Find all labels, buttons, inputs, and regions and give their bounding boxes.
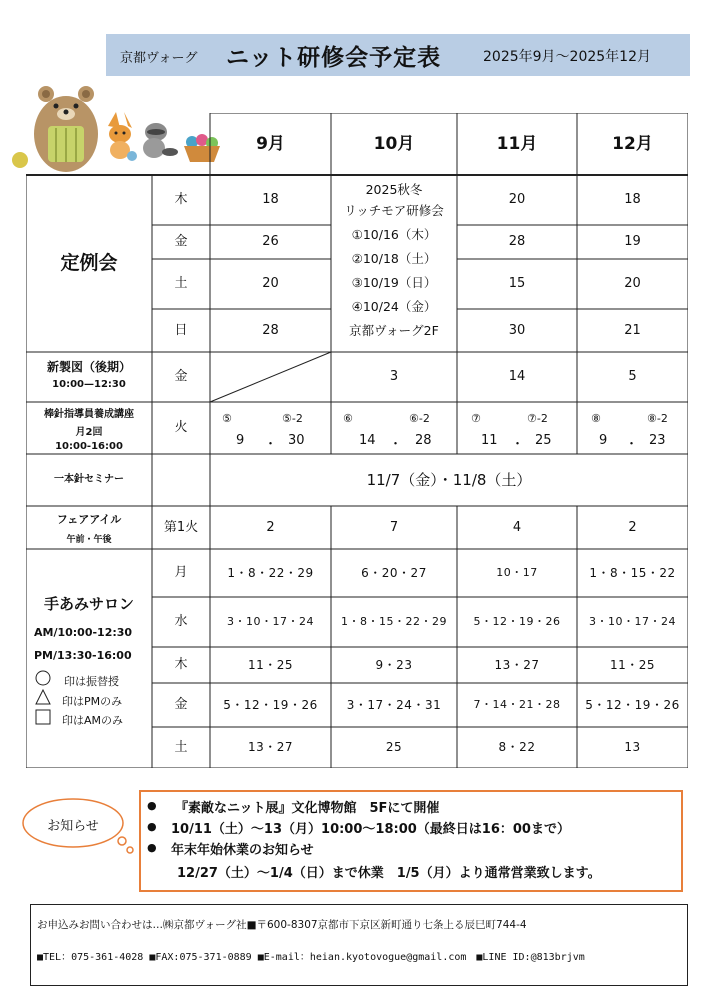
lesson-date: 11 — [481, 433, 498, 448]
lesson-date: 9 — [236, 433, 245, 448]
contact-line: お申込みお問い合わせは…㈱京都ヴォーグ社■〒600-8307京都市下京区新町通り七条上る辰巳町744-4 — [37, 919, 527, 931]
richmore-line: リッチモア研修会 — [344, 203, 444, 218]
shinseizu-dec: 5 — [628, 369, 637, 385]
contact-line: ■TEL：075-361-4028 ■FAX:075-371-0889 ■E-mail：heian.kyotovogue@gmail.com ■LINE ID:@813brjvm — [37, 952, 585, 963]
header-banner — [106, 34, 690, 76]
salon-cell: 3・10・17・24 — [589, 615, 676, 629]
teireikai-nov-thu: 20 — [508, 192, 526, 208]
fairisle-dec: 2 — [628, 519, 637, 535]
salon-cell: 9・23 — [375, 657, 413, 672]
day-label: 水 — [174, 614, 188, 630]
day-label: 金 — [174, 369, 188, 385]
legend-square-text: 印はAMのみ — [62, 714, 124, 727]
salon-cell: 5・12・19・26 — [585, 697, 680, 712]
notice-line: 10/11（土）～13（月）10:00～18:00（最終日は16：00まで） — [171, 822, 570, 837]
shinseizu-label-block — [26, 358, 152, 390]
salon-label-block — [26, 593, 152, 662]
day-label: 金 — [174, 697, 188, 713]
salon-cell: 11・25 — [247, 657, 294, 672]
day-label: 金 — [174, 234, 188, 250]
teireikai-nov-fri: 28 — [508, 234, 526, 250]
lesson-number: ⑥-2 — [409, 412, 430, 425]
salon-cell: 1・8・15・22 — [589, 565, 676, 580]
richmore-line: ④10/24（金） — [351, 299, 437, 314]
bobari-label: 棒針指導員養成講座 — [44, 409, 134, 420]
salon-cell: 13・27 — [494, 657, 540, 672]
shinseizu-label: 新製図（後期） — [46, 360, 131, 374]
salon-cell: 5・12・19・26 — [473, 615, 561, 629]
bobari-sub: 月2回 — [75, 427, 103, 438]
teireikai-sep-fri: 26 — [262, 234, 279, 250]
fairisle-sep: 2 — [266, 519, 275, 535]
shinseizu-oct: 3 — [389, 369, 399, 385]
lesson-date: 25 — [535, 433, 552, 448]
bobari-nov: ⑦ ⑦-2 11 ・ 25 — [471, 412, 552, 452]
richmore-line: 2025秋冬 — [365, 182, 423, 197]
lesson-number: ⑧ — [591, 412, 601, 425]
teireikai-dec-sat: 20 — [624, 276, 641, 292]
salon-cell: 13 — [624, 740, 641, 755]
salon-label: 手あみサロン — [43, 595, 134, 613]
salon-cell: 25 — [385, 740, 403, 755]
salon-cell: 1・8・15・22・29 — [341, 615, 447, 629]
notice-line: 『素敵なニット展』文化博物館 5Fにて開催 — [175, 801, 440, 816]
day-label: 土 — [174, 739, 188, 755]
lesson-number: ⑦ — [471, 412, 481, 425]
salon-cell: 3・10・17・24 — [227, 615, 314, 629]
square-icon — [36, 710, 50, 724]
shinseizu-nov: 14 — [508, 369, 526, 385]
day-label: 木 — [174, 192, 188, 208]
bobari-sep: ⑤ ⑤-2 9 ・ 30 — [222, 412, 305, 452]
circle-icon — [36, 671, 50, 685]
lesson-number: ⑦-2 — [527, 412, 548, 425]
day-label: 火 — [174, 420, 188, 436]
ippon-dates: 11/7（金）・11/8（土） — [366, 471, 532, 489]
lesson-date: 28 — [415, 433, 432, 448]
lesson-date: 23 — [649, 433, 666, 448]
teireikai-sep-sun: 28 — [262, 322, 279, 338]
lesson-number: ⑤ — [222, 412, 232, 425]
salon-cell: 3・17・24・31 — [346, 697, 442, 712]
fairisle-oct: 7 — [389, 519, 399, 535]
teireikai-dec-fri: 19 — [624, 234, 641, 250]
header-org: 京都ヴォーグ — [120, 51, 198, 66]
richmore-line: 京都ヴォーグ2F — [349, 323, 439, 338]
day-label: 日 — [174, 322, 188, 338]
richmore-line: ①10/16（木） — [351, 227, 437, 242]
fairisle-label: フェアアイル — [56, 513, 122, 526]
richmore-line: ③10/19（日） — [351, 275, 437, 290]
shinseizu-time: 10:00—12:30 — [52, 379, 126, 390]
salon-am: AM/10:00-12:30 — [34, 626, 133, 639]
fairisle-nov: 4 — [512, 519, 522, 535]
month-header-dec: 12月 — [612, 133, 653, 154]
header-period: 2025年9月～2025年12月 — [483, 49, 651, 65]
lesson-number: ⑥ — [343, 412, 353, 425]
notice-box: ● 『素敵なニット展』文化博物館 5Fにて開催 ● 10/11（土）～13（月）10:00～18:00（最終日は16：00まで） ● 年末年始休業のお知らせ 12/27（土）～1/4（日）まで休業 1/5（月）より通常営業致します。 — [139, 790, 683, 892]
teireikai-sep-sat: 20 — [262, 276, 279, 292]
lesson-date: 9 — [599, 433, 608, 448]
salon-cell: 8・22 — [498, 740, 536, 755]
teireikai-dec-sun: 21 — [624, 322, 641, 338]
notice-line: 12/27（土）～1/4（日）まで休業 1/5（月）より通常営業致します。 — [177, 866, 601, 881]
salon-cell: 11・25 — [609, 657, 656, 672]
teireikai-sep-thu: 18 — [262, 192, 279, 208]
fairisle-sub: 午前・午後 — [66, 535, 112, 545]
teireikai-label: 定例会 — [60, 252, 118, 275]
day-label: 土 — [174, 276, 188, 292]
fairisle-label-block — [26, 511, 152, 545]
teireikai-dec-thu: 18 — [624, 192, 641, 208]
october-richmore-seminar — [331, 178, 457, 343]
bobari-oct: ⑥ ⑥-2 14 ・ 28 — [343, 412, 432, 452]
notice-bubble-label: お知らせ — [47, 819, 99, 834]
teireikai-nov-sun: 30 — [508, 322, 526, 338]
lesson-date: 30 — [288, 433, 305, 448]
salon-pm: PM/13:30-16:00 — [34, 649, 132, 662]
month-header-sep: 9月 — [256, 133, 285, 154]
legend-triangle-text: 印はPMのみ — [62, 695, 123, 708]
page-title: ニット研修会予定表 — [226, 45, 442, 71]
richmore-line: ②10/18（土） — [351, 251, 437, 266]
day-label: 月 — [174, 565, 188, 581]
day-label: 木 — [174, 657, 188, 673]
salon-cell: 1・8・22・29 — [227, 565, 314, 580]
salon-cell: 10・17 — [496, 566, 538, 580]
month-header-nov: 11月 — [496, 133, 538, 154]
teireikai-nov-sat: 15 — [508, 276, 526, 292]
salon-cell: 13・27 — [247, 740, 294, 755]
lesson-number: ⑧-2 — [647, 412, 668, 425]
month-header-oct: 10月 — [373, 133, 415, 154]
contact-footer — [30, 904, 688, 986]
notice-line: 年末年始休業のお知らせ — [171, 843, 314, 858]
legend-symbols — [33, 668, 53, 728]
salon-cell: 5・12・19・26 — [223, 697, 318, 712]
day-label: 第1火 — [163, 519, 199, 535]
legend-circle-text: 印は振替授 — [64, 675, 119, 688]
lesson-number: ⑤-2 — [282, 412, 303, 425]
lesson-date: 14 — [359, 433, 376, 448]
bobari-dec: ⑧ ⑧-2 9 ・ 23 — [591, 412, 668, 452]
salon-cell: 6・20・27 — [361, 565, 427, 580]
bobari-time: 10:00-16:00 — [55, 441, 123, 452]
salon-cell: 7・14・21・28 — [473, 698, 561, 712]
triangle-icon — [36, 690, 50, 704]
bobari-label-block — [26, 405, 152, 452]
ippon-label: 一本針セミナー — [54, 474, 124, 485]
